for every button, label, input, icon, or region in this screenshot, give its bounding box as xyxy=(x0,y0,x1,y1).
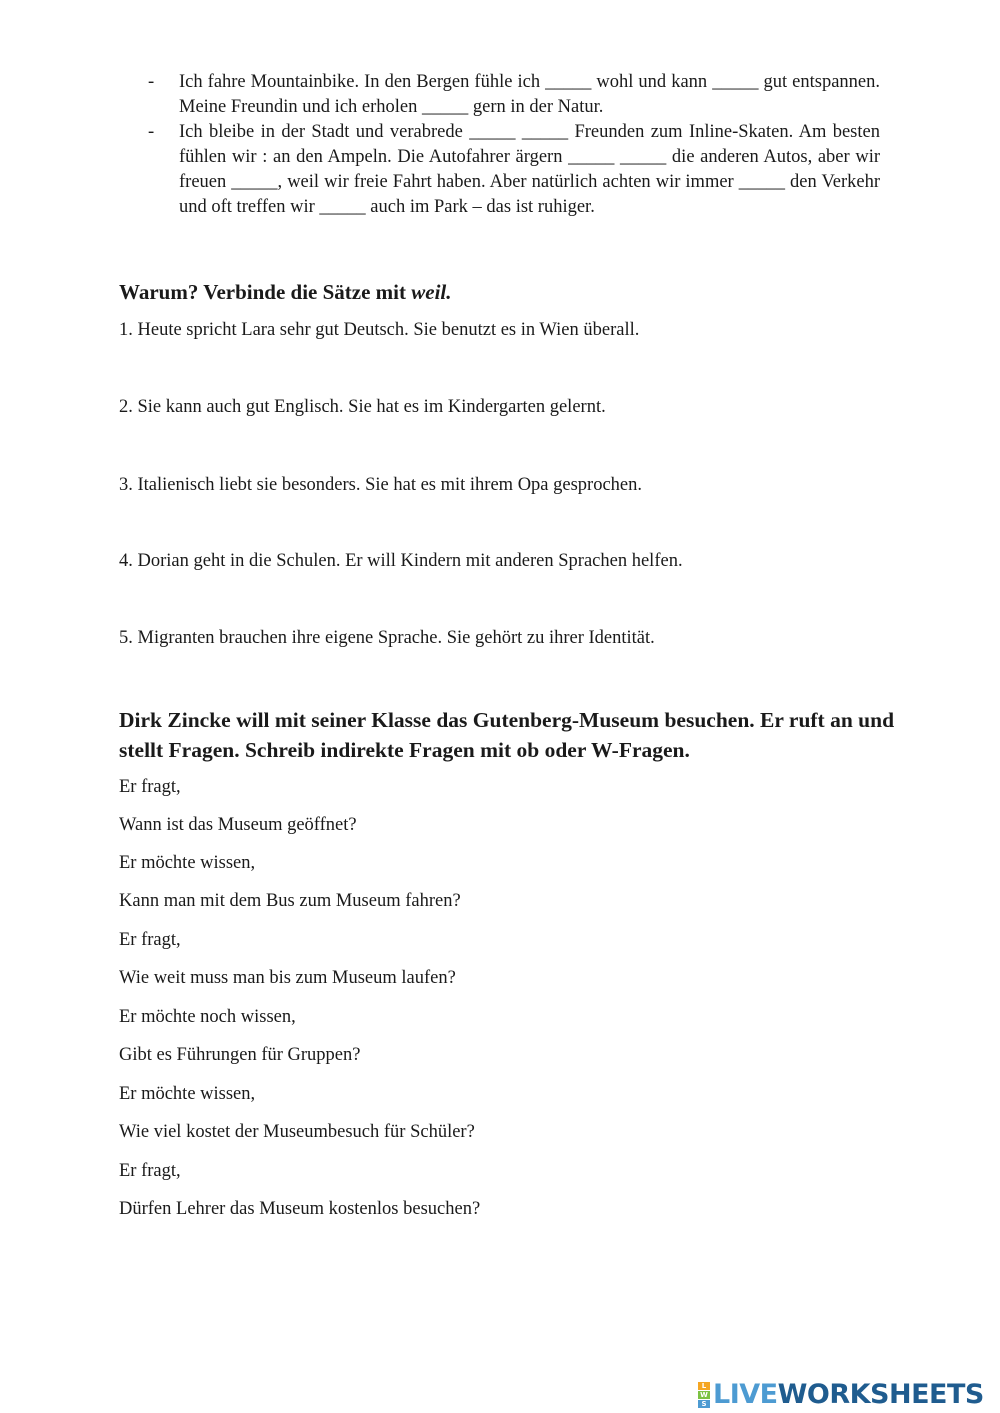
bullet-item xyxy=(148,120,880,220)
bullet-item xyxy=(148,70,880,120)
logo-live-text: LIVE xyxy=(713,1379,778,1410)
weil-sentence-item: 3. Italienisch liebt sie besonders. Sie hat es mit ihrem Opa gesprochen. xyxy=(119,475,643,495)
liveworksheets-logo[interactable] xyxy=(698,1378,984,1412)
weil-sentence-item: 5. Migranten brauchen ihre eigene Sprache. Sie gehört zu ihrer Identität. xyxy=(119,628,655,648)
weil-section-heading xyxy=(119,280,452,305)
logo-worksheets-text: WORKSHEETS xyxy=(777,1379,984,1410)
weil-heading-main: Warum? Verbinde die Sätze mit xyxy=(119,280,412,304)
logo-wordmark xyxy=(713,1378,984,1412)
weil-sentence-item: 1. Heute spricht Lara sehr gut Deutsch. Sie benutzt es in Wien überall. xyxy=(119,320,640,340)
direct-question-line: Wann ist das Museum geöffnet? xyxy=(119,815,357,835)
direct-question-line: Gibt es Führungen für Gruppen? xyxy=(119,1045,361,1065)
bullet-text: Ich fahre Mountainbike. In den Bergen fühle ich _____ wohl und kann _____ gut entspannen. Meine Freundin und ich erholen _____ gern in der Natur. xyxy=(179,72,880,117)
direct-question-line: Wie weit muss man bis zum Museum laufen? xyxy=(119,968,456,988)
question-intro-line: Er fragt, xyxy=(119,930,181,950)
direct-question-line: Kann man mit dem Bus zum Museum fahren? xyxy=(119,891,461,911)
direct-question-line: Dürfen Lehrer das Museum kostenlos besuchen? xyxy=(119,1199,481,1219)
bullet-dash: - xyxy=(148,72,155,92)
question-intro-line: Er fragt, xyxy=(119,1161,181,1181)
weil-sentence-item: 2. Sie kann auch gut Englisch. Sie hat es im Kindergarten gelernt. xyxy=(119,397,606,417)
weil-sentence-item: 4. Dorian geht in die Schulen. Er will Kindern mit anderen Sprachen helfen. xyxy=(119,551,683,571)
logo-mark-letter: L xyxy=(698,1382,710,1390)
fill-in-bullets xyxy=(148,70,880,220)
questions-section-heading: Dirk Zincke will mit seiner Klasse das Gutenberg-Museum besuchen. Er ruft an und stellt Fragen. Schreib indirekte Fragen mit ob oder W-Fragen. xyxy=(119,708,895,762)
logo-mark-letter: W xyxy=(698,1391,710,1399)
direct-question-line: Wie viel kostet der Museumbesuch für Schüler? xyxy=(119,1122,475,1142)
question-intro-line: Er möchte noch wissen, xyxy=(119,1007,296,1027)
weil-heading-italic: weil. xyxy=(411,280,452,304)
question-intro-line: Er fragt, xyxy=(119,777,181,797)
liveworksheets-mark-icon xyxy=(698,1382,710,1408)
bullet-text: Ich bleibe in der Stadt und verabrede _____ _____ Freunden zum Inline-Skaten. Am besten fühlen wir : an den Ampeln. Die Autofahrer ärgern _____ _____ die anderen Autos, aber wir freuen _____, weil wir freie Fahrt haben. Aber natürlich achten wir immer _____ den Verkehr und oft treffen wir _____ auch im Park – das ist ruhiger. xyxy=(179,122,880,217)
bullet-dash: - xyxy=(148,122,155,142)
question-intro-line: Er möchte wissen, xyxy=(119,1084,256,1104)
logo-mark-letter: S xyxy=(698,1400,710,1408)
question-intro-line: Er möchte wissen, xyxy=(119,853,256,873)
